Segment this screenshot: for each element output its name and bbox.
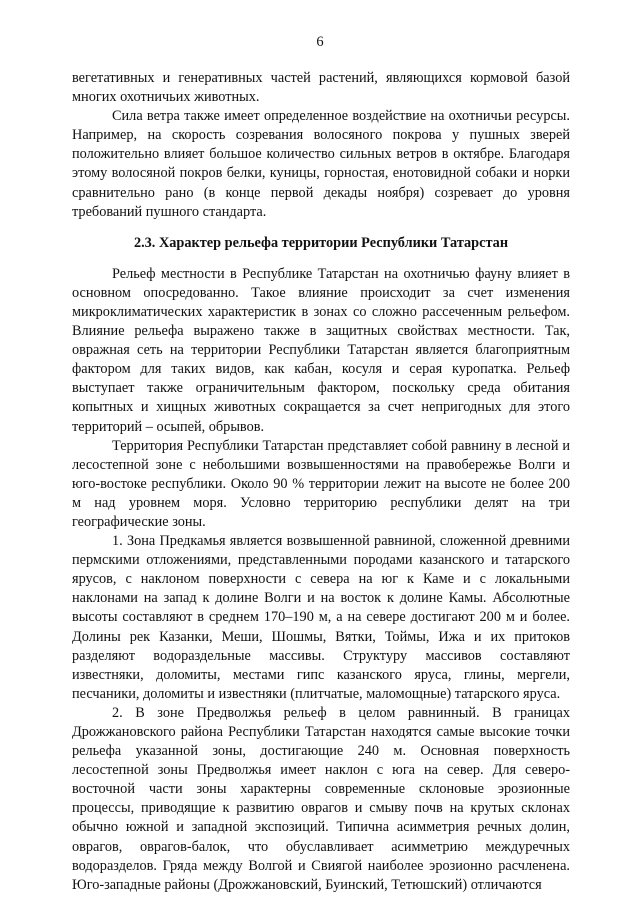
paragraph: 2. В зоне Предволжья рельеф в целом равнинный. В границах Дрожжановского района Республики Татарстан находятся самые высокие точки рельефа указанной зоны, достигающие 240 м. Основная поверхность лесостепной зоны Предволжья имеет наклон с юга на север. Для северо-восточной части зоны характерны современные склоновые эрозионные процессы, приводящие к развитию оврагов и смыву почв на крутых склонах обычно южной и западной экспозиций. Типична асимметрия речных долин, оврагов, оврагов-балок, что обуславливает асимметрию междуречных водоразделов. Гряда между Волгой и Свиягой наиболее эрозионно расчленена. Юго-западные районы (Дрожжановский, Буинский, Тетюшский) отличаются <box>72 704 570 893</box>
section-heading: 2.3. Характер рельефа территории Республики Татарстан <box>133 234 509 251</box>
paragraph: Рельеф местности в Республике Татарстан на охотничью фауну влияет в основном опосредованно. Такое влияние происходит за счет изменения микроклиматических характеристик в зонах со сложно рассеченным рельефом. Влияние рельефа выражено также в защитных свойствах местности. Так, овражная сеть на территории Республики Татарстан является благоприятным фактором для таких видов, как кабан, косуля и серая куропатка. Рельеф выступает также ограничительным фактором, поскольку среда обитания копытных и хищных животных сокращается за счет непригодных для этого территорий – осыпей, обрывов. <box>72 265 570 435</box>
paragraph: вегетативных и генеративных частей растений, являющихся кормовой базой многих охотничьих животных. <box>72 70 570 106</box>
page-number: 6 <box>316 34 324 50</box>
document-body <box>72 69 570 895</box>
paragraph: Сила ветра также имеет определенное воздействие на охотничьи ресурсы. Например, на скорость созревания волосяного покрова у пушных зверей положительно влияет большое количество сильных ветров в октябре. Благодаря этому волосяной покров белки, куницы, горностая, енотовидной собаки и норки сравнительно рано (в конце первой декады ноября) созревает до уровня требований пушного стандарта. <box>72 108 570 220</box>
paragraph: Территория Республики Татарстан представляет собой равнину в лесной и лесостепной зоне с небольшими возвышенностями на правобережье Волги и юго-востоке республики. Около 90 % территории лежит на высоте не более 200 м над уровнем моря. Условно территорию республики делят на три географические зоны. <box>72 437 570 530</box>
paragraph: 1. Зона Предкамья является возвышенной равниной, сложенной древними пермскими отложениями, представленными породами казанского и татарского ярусов, с наклоном поверхности с севера на юг к Каме и с локальными наклонами на запад к долине Волги и на восток к долине Камы. Абсолютные высоты составляют в среднем 170–190 м, а на севере достигают 200 м и более. Долины рек Казанки, Меши, Шошмы, Вятки, Тоймы, Ижа и их притоков разделяют водораздельные массивы. Структуру массивов составляют известняки, доломиты, местами гипс казанского яруса, глины, мергели, песчаники, доломиты и известняки (плитчатые, маломощные) татарского яруса. <box>72 533 570 702</box>
